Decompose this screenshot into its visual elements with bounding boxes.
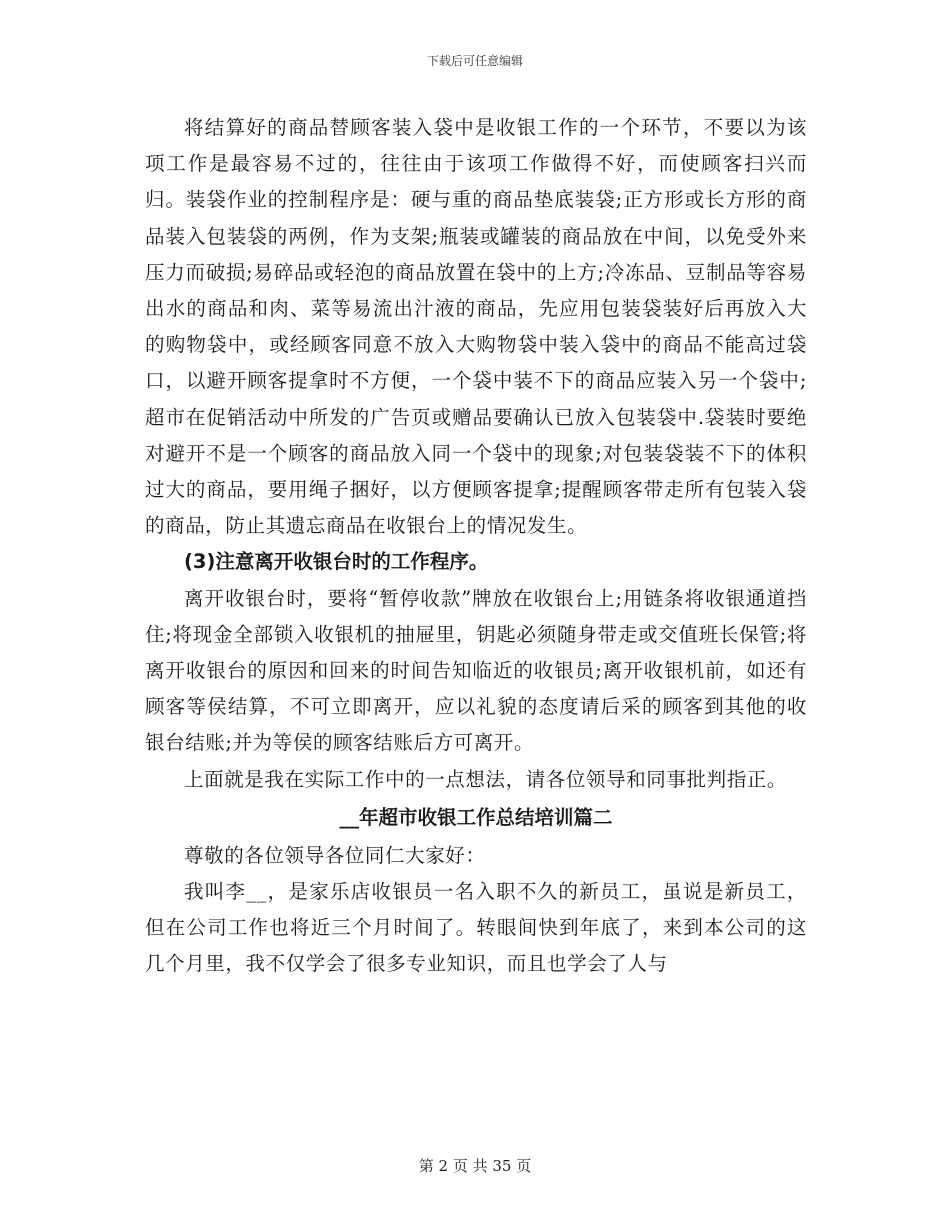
- section-title: __年超市收银工作总结培训篇二: [339, 805, 613, 829]
- paragraph-bagging: 将结算好的商品替顾客装入袋中是收银工作的一个环节，不要以为该项工作是最容易不过的，往往由于该项工作做得不好，而使顾客扫兴而归。装袋作业的控制程序是：硬与重的商品垫底装袋;正方形或长方形的商品装入包装袋的两例，作为支架;瓶装或罐装的商品放在中间，以免受外来压力而破损;易碎品或轻泡的商品放置在袋中的上方;冷冻品、豆制品等容易出水的商品和肉、菜等易流出汁液的商品，先应用包装袋装好后再放入大的购物袋中，或经顾客同意不放入大购物袋中装入袋中的商品不能高过袋口，以避开顾客提拿时不方便，一个袋中装不下的商品应装入另一个袋中;超市在促销活动中所发的广告页或赠品要确认已放入包装袋中.袋装时要绝对避开不是一个顾客的商品放入同一个袋中的现象;对包装袋装不下的体积过大的商品，要用绳子捆好，以方便顾客提拿;提醒顾客带走所有包装入袋的商品，防止其遗忘商品在收银台上的情况发生。: [145, 116, 807, 538]
- document-body: [145, 110, 807, 983]
- subheading-leaving-register: (3)注意离开收银台时的工作程序。: [184, 550, 489, 574]
- paragraph-leaving-register: 离开收银台时，要将“暂停收款”牌放在收银台上;用链条将收银通道挡住;将现金全部锁入收银机的抽屉里，钥匙必须随身带走或交值班长保管;将离开收银台的原因和回来的时间告知临近的收银员;离开收银机前，如还有顾客等侯结算，不可立即离开，应以礼貌的态度请后采的顾客到其他的收银台结账;并为等侯的顾客结账后方可离开。: [145, 586, 807, 755]
- paragraph-closing: 上面就是我在实际工作中的一点想法，请各位领导和同事批判指正。: [184, 767, 788, 791]
- page-header: 下载后可任意编辑: [426, 54, 523, 68]
- page-footer: 第 2 页 共 35 页: [418, 1157, 532, 1175]
- paragraph-introduction: 我叫李__，是家乐店收银员一名入职不久的新员工，虽说是新员工，但在公司工作也将近三个月时间了。转眼间快到年底了，来到本公司的这几个月里，我不仅学会了很多专业知识，而且也学会了人与: [145, 880, 807, 976]
- greeting: 尊敬的各位领导各位同仁大家好：: [184, 843, 486, 867]
